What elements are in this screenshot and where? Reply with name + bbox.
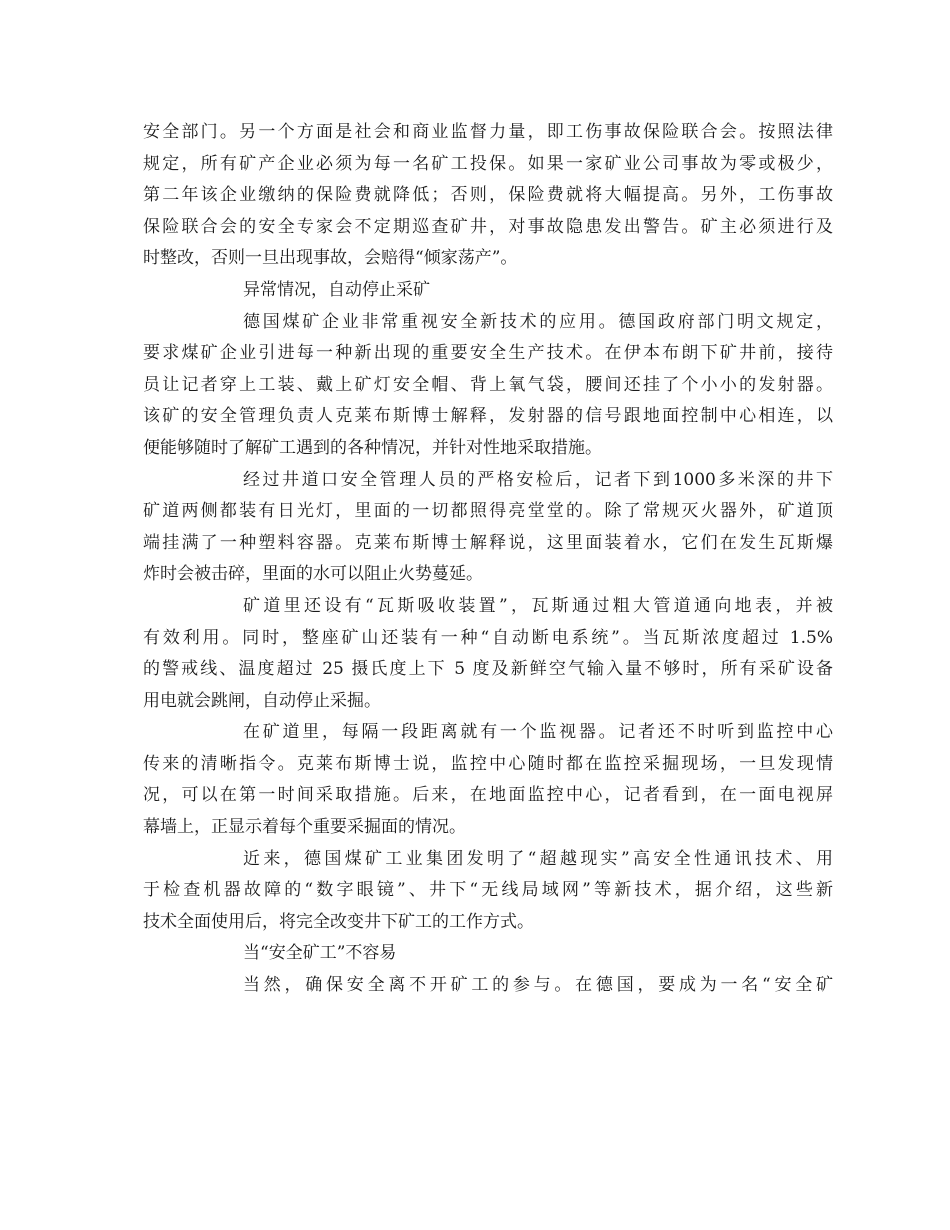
- text-line: 幕墙上，正显示着每个重要采掘面的情况。: [143, 817, 466, 838]
- text-line: 时整改，否则一旦出现事故，会赔得“倾家荡产”。: [143, 248, 518, 269]
- text-line: 于检查机器故障的“数字眼镜”、井下“无线局域网”等新技术，据介绍，这些新: [143, 880, 833, 901]
- text-line: 在矿道里，每隔一段距离就有一个监视器。记者还不时听到监控中心: [243, 722, 833, 743]
- text-line: 况，可以在第一时间采取措施。后来，在地面监控中心，记者看到，在一面电视屏: [143, 785, 833, 806]
- text-line: 技术全面使用后，将完全改变井下矿工的工作方式。: [143, 911, 534, 932]
- text-line: 德国煤矿企业非常重视安全新技术的应用。德国政府部门明文规定，: [243, 311, 833, 332]
- text-line: 当然，确保安全离不开矿工的参与。在德国，要成为一名“安全矿: [243, 975, 833, 996]
- text-line: 有效利用。同时，整座矿山还装有一种“自动断电系统”。当瓦斯浓度超过 1.5%: [143, 627, 833, 648]
- text-line: 炸时会被击碎，里面的水可以阻止火势蔓延。: [143, 564, 483, 585]
- text-line: 的警戒线、温度超过 25 摄氏度上下 5 度及新鲜空气输入量不够时，所有采矿设备: [143, 659, 833, 680]
- body-text: [143, 117, 833, 1002]
- text-line: 近来，德国煤矿工业集团发明了“超越现实”高安全性通讯技术、用: [243, 848, 833, 869]
- text-line: 经过井道口安全管理人员的严格安检后，记者下到1000多米深的井下: [243, 469, 833, 490]
- text-line: 矿道两侧都装有日光灯，里面的一切都照得亮堂堂的。除了常规灭火器外，矿道顶: [143, 501, 833, 522]
- text-line: 第二年该企业缴纳的保险费就降低；否则，保险费就将大幅提高。另外，工伤事故: [143, 185, 833, 206]
- text-line: 矿道里还设有“瓦斯吸收装置”，瓦斯通过粗大管道通向地表，并被: [243, 595, 833, 616]
- text-line: 传来的清晰指令。克莱布斯博士说，监控中心随时都在监控采掘现场，一旦发现情: [143, 753, 833, 774]
- text-line: 端挂满了一种塑料容器。克莱布斯博士解释说，这里面装着水，它们在发生瓦斯爆: [143, 532, 833, 553]
- section-heading: 当“安全矿工”不容易: [243, 943, 397, 964]
- text-line: 用电就会跳闸，自动停止采掘。: [143, 690, 381, 711]
- text-line: 该矿的安全管理负责人克莱布斯博士解释，发射器的信号跟地面控制中心相连，以: [143, 406, 833, 427]
- section-heading: 异常情况，自动停止采矿: [243, 279, 430, 300]
- text-line: 要求煤矿企业引进每一种新出现的重要安全生产技术。在伊本布朗下矿井前，接待: [143, 343, 833, 364]
- text-line: 规定，所有矿产企业必须为每一名矿工投保。如果一家矿业公司事故为零或极少，: [143, 153, 833, 174]
- text-line: 便能够随时了解矿工遇到的各种情况，并针对性地采取措施。: [143, 437, 602, 458]
- text-line: 员让记者穿上工装、戴上矿灯安全帽、背上氧气袋，腰间还挂了个小小的发射器。: [143, 374, 833, 395]
- text-line: 安全部门。另一个方面是社会和商业监督力量，即工伤事故保险联合会。按照法律: [143, 122, 833, 142]
- text-line: 保险联合会的安全专家会不定期巡查矿井，对事故隐患发出警告。矿主必须进行及: [143, 216, 833, 237]
